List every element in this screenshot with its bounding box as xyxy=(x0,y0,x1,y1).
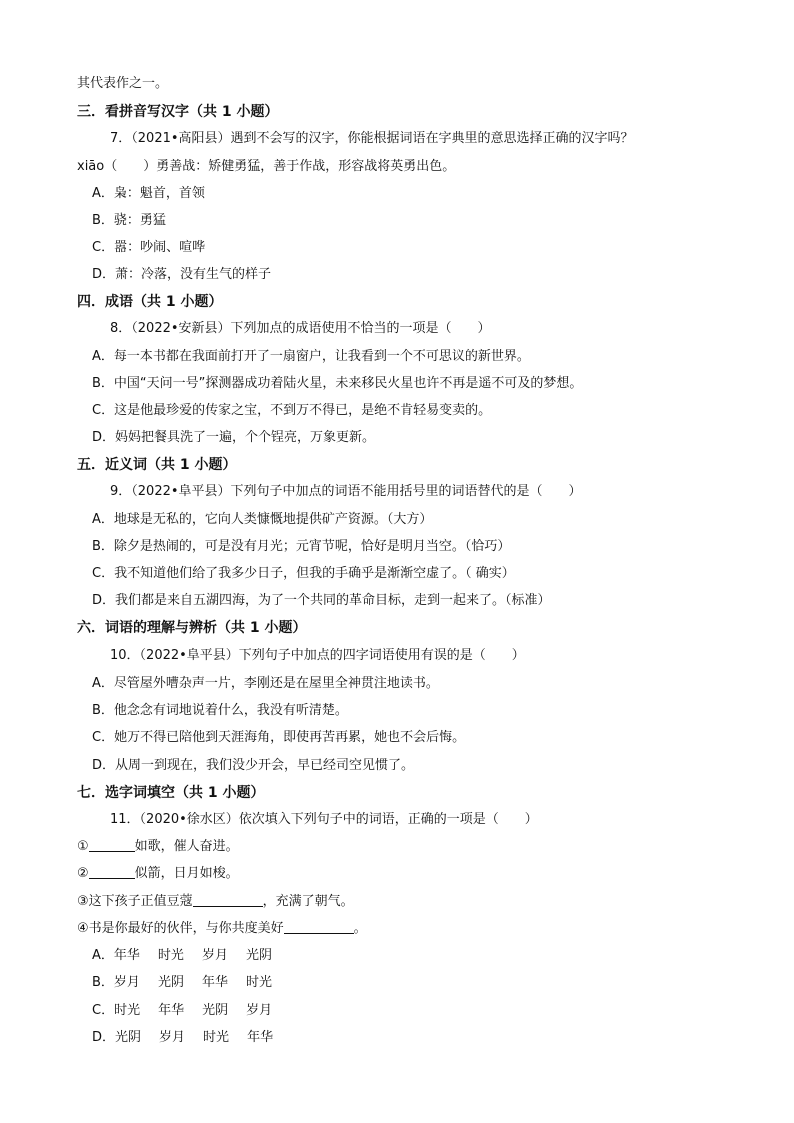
question-9-option-b: B．除夕是热闹的，可是没有月光；元宵节呢，恰好是明月当空。（恰巧） xyxy=(92,539,511,554)
question-7-option-d: D．萧：冷落，没有生气的样子 xyxy=(92,267,272,282)
question-9-option-a: A．地球是无私的，它向人类慷慨地提供矿产资源。（大方） xyxy=(92,512,433,527)
fill-sentence-1: ① 如歌，催人奋进。 xyxy=(77,839,239,854)
question-8-option-a: A．每一本书都在我面前打开了一扇窗户，让我看到一个不可思议的新世界。 xyxy=(92,349,530,364)
question-9-option-c: C．我不知道他们给了我多少日子，但我的手确乎是渐渐空虚了。（ 确实） xyxy=(92,566,515,581)
question-11-option-a: A．年华 时光 岁月 光阴 xyxy=(92,948,272,963)
answer-blank[interactable] xyxy=(89,837,135,852)
fill-sentence-4: ④书是你最好的伙伴，与你共度美好 。 xyxy=(77,921,367,936)
question-8-option-d: D．妈妈把餐具洗了一遍，个个锃亮，万象更新。 xyxy=(92,430,376,445)
section-4-heading: 四．成语（共 1 小题） xyxy=(77,294,223,310)
question-11-option-d: D．光阴 岁月 时光 年华 xyxy=(92,1030,274,1045)
question-10: 10．（2022•阜平县）下列句子中加点的四字词语使用有误的是（ ） xyxy=(110,648,525,663)
question-9-option-d: D．我们都是来自五湖四海，为了一个共同的革命目标，走到一起来了。（标准） xyxy=(92,593,551,608)
question-11-option-b: B．岁月 光阴 年华 时光 xyxy=(92,975,272,990)
question-10-option-d: D．从周一到现在，我们没少开会，早已经司空见惯了。 xyxy=(92,758,415,773)
question-8-option-b: B．中国“天问一号”探测器成功着陆火星，未来移民火星也许不再是遥不可及的梦想。 xyxy=(92,376,583,391)
question-7-prompt: xiāo（ ）勇善战：矫健勇猛，善于作战，形容战将英勇出色。 xyxy=(77,159,456,174)
answer-blank[interactable] xyxy=(284,919,354,934)
fill-sentence-3: ③这下孩子正值豆蔻 ，充满了朝气。 xyxy=(77,894,354,909)
question-11: 11．（2020•徐水区）依次填入下列句子中的词语，正确的一项是（ ） xyxy=(110,812,538,827)
section-7-heading: 七．选字词填空（共 1 小题） xyxy=(77,785,265,801)
answer-blank[interactable] xyxy=(89,864,135,879)
question-7-option-a: A．枭：魁首，首领 xyxy=(92,186,205,201)
question-10-option-b: B．他念念有词地说着什么，我没有听清楚。 xyxy=(92,703,348,718)
section-6-heading: 六．词语的理解与辨析（共 1 小题） xyxy=(77,620,307,636)
fill-sentence-2: ② 似箭，日月如梭。 xyxy=(77,866,239,881)
question-11-option-c: C．时光 年华 光阴 岁月 xyxy=(92,1003,273,1018)
question-7-option-b: B．骁：勇猛 xyxy=(92,213,166,228)
question-7-option-c: C．嚣：吵闹、喧哗 xyxy=(92,240,206,255)
question-8: 8．（2022•安新县）下列加点的成语使用不恰当的一项是（ ） xyxy=(110,321,491,336)
answer-blank[interactable] xyxy=(193,892,263,907)
section-3-heading: 三．看拼音写汉字（共 1 小题） xyxy=(77,104,279,120)
question-10-option-c: C．她万不得已陪他到天涯海角，即使再苦再累，她也不会后悔。 xyxy=(92,730,466,745)
question-9: 9．（2022•阜平县）下列句子中加点的词语不能用括号里的词语替代的是（ ） xyxy=(110,484,582,499)
question-10-option-a: A．尽管屋外嘈杂声一片，李刚还是在屋里全神贯注地读书。 xyxy=(92,676,439,691)
intro-tail: 其代表作之一。 xyxy=(77,76,169,91)
section-5-heading: 五．近义词（共 1 小题） xyxy=(77,457,237,473)
question-8-option-c: C．这是他最珍爱的传家之宝，不到万不得已，是绝不肯轻易变卖的。 xyxy=(92,403,492,418)
question-7: 7．（2021•高阳县）遇到不会写的汉字，你能根据词语在字典里的意思选择正确的汉字吗？ xyxy=(110,131,634,146)
